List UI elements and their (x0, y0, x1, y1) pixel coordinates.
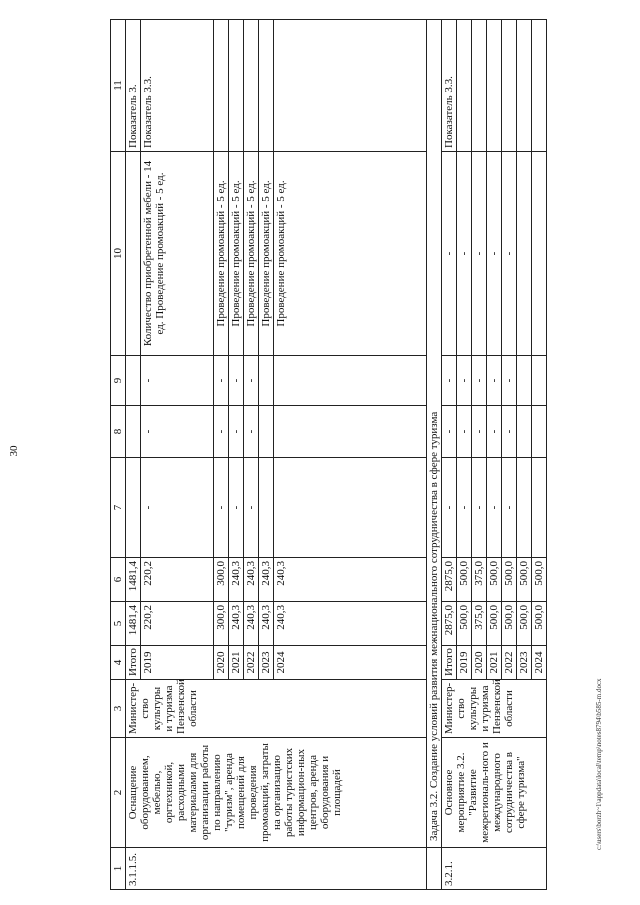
value-cell: 1481,4 (126, 558, 141, 602)
value-cell: - (214, 458, 229, 558)
value-cell: 300,0 (214, 558, 229, 602)
value-cell: - (141, 406, 214, 458)
value-cell: 240,3 (259, 558, 274, 602)
value-cell (126, 406, 141, 458)
value-cell (517, 356, 532, 406)
value-cell: - (229, 356, 244, 406)
value-cell (532, 406, 547, 458)
page-number: 30 (8, 445, 20, 457)
row-name: Основное мероприятие 3.2. "Развитие межрегиональ-ного и международного сотрудничества в сфере туризма" (442, 738, 547, 848)
value-cell (274, 356, 427, 406)
result-cell: Проведение промоакций - 5 ед. (229, 152, 244, 356)
col-header: 4 (111, 646, 126, 680)
col-header: 9 (111, 356, 126, 406)
col-header: 10 (111, 152, 126, 356)
indicator-cell (214, 20, 229, 152)
row-name: Оснащение оборудованием, мебелью, оргтехникой, расходными материалами для организации работы по направлению "туризм", аренда помещений для проведения промоакций, затраты на организацию работы туристских информацион-ных центров, аренда оборудования и площадей (126, 738, 427, 848)
value-cell: - (472, 458, 487, 558)
col-header: 11 (111, 20, 126, 152)
value-cell: 300,0 (214, 602, 229, 646)
value-cell: - (229, 458, 244, 558)
value-cell: 1481,4 (126, 602, 141, 646)
value-cell: 240,3 (229, 558, 244, 602)
value-cell: - (141, 458, 214, 558)
indicator-cell (517, 20, 532, 152)
table-row (442, 20, 457, 890)
value-cell: 500,0 (532, 602, 547, 646)
indicator-cell (487, 20, 502, 152)
value-cell: 220,2 (141, 558, 214, 602)
footer-file-path: c:\users\borzh~1\appdata\local\temp\notes8794\b585-m.docx (595, 678, 603, 850)
col-header: 5 (111, 602, 126, 646)
value-cell: - (457, 356, 472, 406)
indicator-cell: Показатель 3.3. (141, 20, 214, 152)
value-cell: 500,0 (502, 602, 517, 646)
value-cell (517, 406, 532, 458)
year-cell: 2021 (487, 646, 502, 680)
indicator-cell (244, 20, 259, 152)
value-cell (259, 356, 274, 406)
value-cell (259, 458, 274, 558)
value-cell: 500,0 (517, 602, 532, 646)
value-cell: 2875,0 (442, 558, 457, 602)
value-cell (274, 458, 427, 558)
value-cell: - (442, 406, 457, 458)
indicator-cell (457, 20, 472, 152)
value-cell: - (141, 356, 214, 406)
col-header: 3 (111, 680, 126, 738)
year-cell: 2019 (141, 646, 214, 680)
year-cell: 2019 (457, 646, 472, 680)
year-cell: 2023 (259, 646, 274, 680)
year-cell: Итого (126, 646, 141, 680)
year-cell: 2023 (517, 646, 532, 680)
year-cell: 2020 (214, 646, 229, 680)
indicator-cell: Показатель 3. (126, 20, 141, 152)
value-cell (517, 458, 532, 558)
value-cell: 500,0 (457, 558, 472, 602)
col-header: 1 (111, 848, 126, 890)
table-row (126, 20, 141, 890)
value-cell: - (442, 356, 457, 406)
value-cell: 240,3 (274, 558, 427, 602)
value-cell: - (244, 356, 259, 406)
result-cell: Проведение промоакций - 5 ед. (244, 152, 259, 356)
value-cell: 500,0 (487, 602, 502, 646)
value-cell: - (472, 406, 487, 458)
value-cell: - (502, 458, 517, 558)
col-header: 2 (111, 738, 126, 848)
rotated-table-container (110, 20, 630, 890)
value-cell: 240,3 (259, 602, 274, 646)
column-number-row (111, 20, 126, 890)
indicator-cell (472, 20, 487, 152)
result-cell: Проведение промоакций - 5 ед. (259, 152, 274, 356)
value-cell: - (502, 406, 517, 458)
task-title: Задача 3.2. Создание условий развития межнационального сотрудничества в сфере туризма (427, 20, 442, 848)
indicator-cell (229, 20, 244, 152)
value-cell (274, 406, 427, 458)
value-cell: - (229, 406, 244, 458)
result-cell: Количество приобретенной мебели - 14 ед. Проведение промоакций - 5 ед. (141, 152, 214, 356)
value-cell: - (214, 356, 229, 406)
task-row-blank (427, 848, 442, 890)
row-code: 3.2.1. (442, 848, 547, 890)
value-cell: 500,0 (517, 558, 532, 602)
value-cell: 500,0 (457, 602, 472, 646)
value-cell (126, 458, 141, 558)
row-code: 3.1.1.5. (126, 848, 427, 890)
year-cell: 2021 (229, 646, 244, 680)
result-cell: - (457, 152, 472, 356)
value-cell: - (244, 458, 259, 558)
value-cell (532, 356, 547, 406)
task-row (427, 20, 442, 890)
value-cell: - (487, 458, 502, 558)
value-cell: - (502, 356, 517, 406)
indicator-cell (274, 20, 427, 152)
value-cell: 375,0 (472, 602, 487, 646)
value-cell: - (442, 458, 457, 558)
value-cell (126, 356, 141, 406)
value-cell: - (457, 406, 472, 458)
indicator-cell: Показатель 3.3. (442, 20, 457, 152)
result-cell: - (472, 152, 487, 356)
result-cell: - (502, 152, 517, 356)
indicator-cell (259, 20, 274, 152)
value-cell: - (244, 406, 259, 458)
value-cell: 500,0 (502, 558, 517, 602)
value-cell: 375,0 (472, 558, 487, 602)
value-cell (259, 406, 274, 458)
year-cell: 2024 (274, 646, 427, 680)
result-cell (517, 152, 532, 356)
value-cell: 240,3 (274, 602, 427, 646)
value-cell: 220,2 (141, 602, 214, 646)
col-header: 6 (111, 558, 126, 602)
row-executor: Министер-ство культуры и туризма Пензенской области (126, 680, 427, 738)
value-cell: - (487, 356, 502, 406)
program-table (110, 19, 547, 890)
value-cell: - (472, 356, 487, 406)
result-cell: Проведение промоакций - 5 ед. (214, 152, 229, 356)
value-cell (532, 458, 547, 558)
value-cell: 240,3 (244, 602, 259, 646)
indicator-cell (502, 20, 517, 152)
result-cell: - (487, 152, 502, 356)
year-cell: 2020 (472, 646, 487, 680)
value-cell: 240,3 (229, 602, 244, 646)
value-cell: 240,3 (244, 558, 259, 602)
indicator-cell (532, 20, 547, 152)
row-executor: Министер-ство культуры и туризма Пензенской области (442, 680, 547, 738)
col-header: 7 (111, 458, 126, 558)
value-cell: - (457, 458, 472, 558)
year-cell: 2022 (244, 646, 259, 680)
value-cell: - (487, 406, 502, 458)
col-header: 8 (111, 406, 126, 458)
result-cell (532, 152, 547, 356)
value-cell: 500,0 (487, 558, 502, 602)
year-cell: 2022 (502, 646, 517, 680)
result-cell (126, 152, 141, 356)
value-cell: - (214, 406, 229, 458)
result-cell: - (442, 152, 457, 356)
result-cell: Проведение промоакций - 5 ед. (274, 152, 427, 356)
year-cell: Итого (442, 646, 457, 680)
value-cell: 2875,0 (442, 602, 457, 646)
value-cell: 500,0 (532, 558, 547, 602)
year-cell: 2024 (532, 646, 547, 680)
